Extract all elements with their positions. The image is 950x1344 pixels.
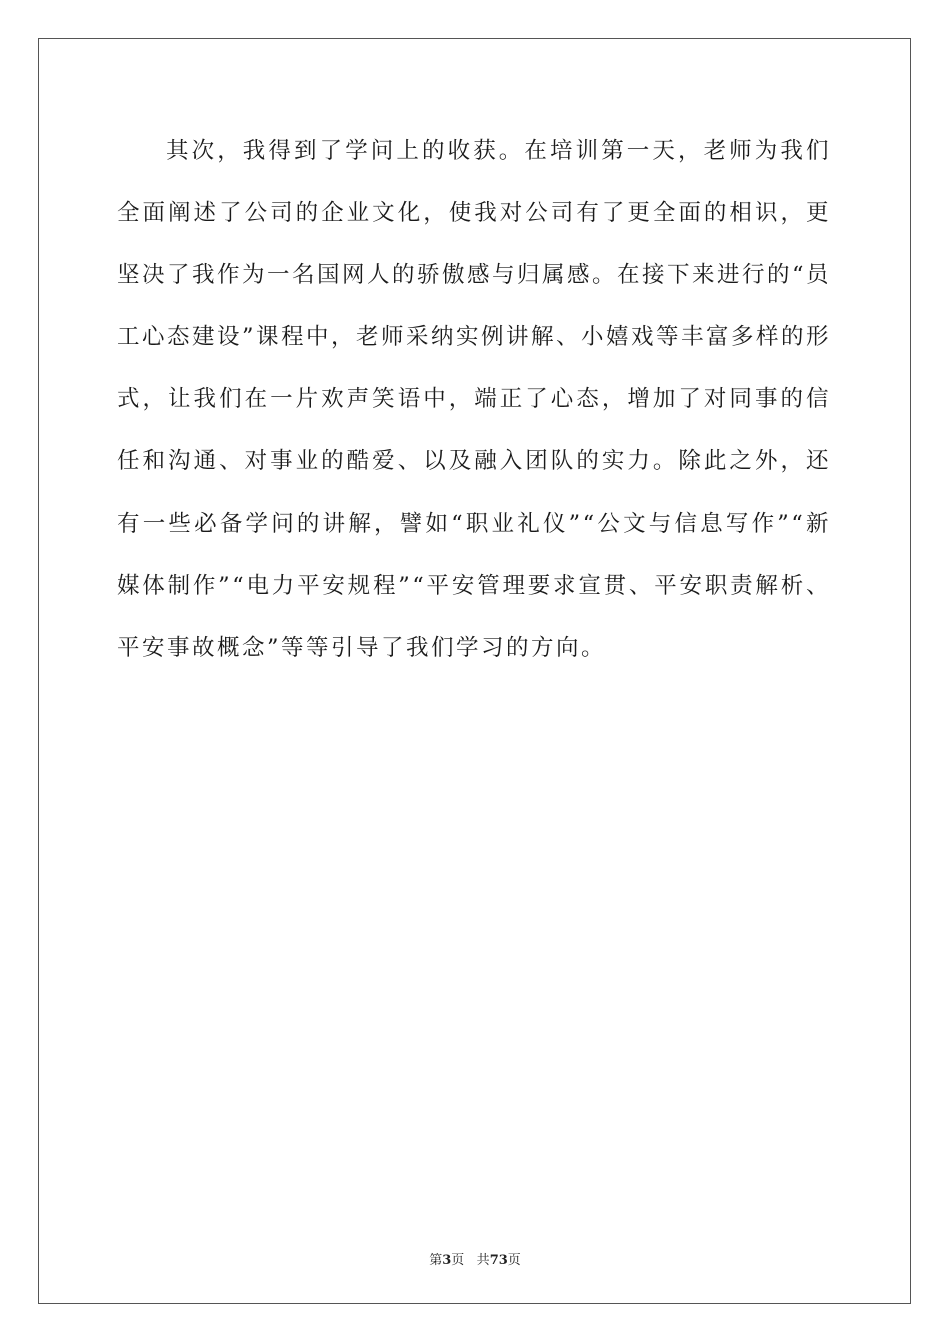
total-prefix: 共 — [476, 1253, 490, 1268]
page-suffix: 页 — [451, 1253, 465, 1268]
total-suffix: 页 — [507, 1253, 521, 1268]
total-pages: 73 — [489, 1253, 508, 1268]
page-footer — [0, 1249, 950, 1268]
page-number: 3 — [442, 1253, 452, 1268]
page-prefix: 第 — [429, 1253, 443, 1268]
body-paragraph: 其次，我得到了学问上的收获。在培训第一天，老师为我们全面阐述了公司的企业文化，使我对公司有了更全面的相识，更坚决了我作为一名国网人的骄傲感与归属感。在接下来进行的“员工心态建设”课程中，老师采纳实例讲解、小嬉戏等丰富多样的形式，让我们在一片欢声笑语中，端正了心态，增加了对同事的信任和沟通、对事业的酷爱、以及融入团队的实力。除此之外，还有一些必备学问的讲解，譬如“职业礼仪”“公文与信息写作”“新媒体制作”“电力平安规程”“平安管理要求宣贯、平安职责解析、平安事故概念”等等引导了我们学习的方向。 — [117, 138, 832, 661]
